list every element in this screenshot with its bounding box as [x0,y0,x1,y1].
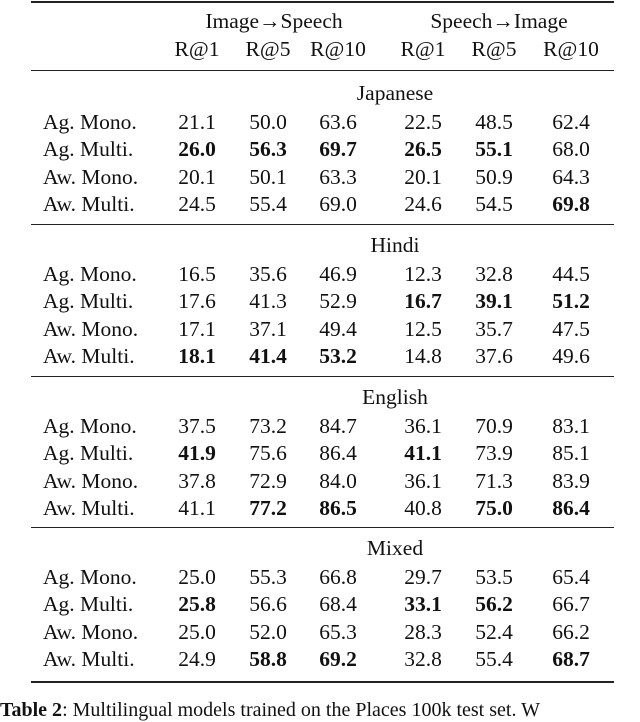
value-cell: 44.5 [552,261,590,286]
section-title: Japanese [356,81,434,105]
row-label: Aw. Multi. [43,647,135,671]
row-label: Ag. Multi. [43,137,134,161]
value-cell: 58.8 [249,647,287,671]
value-cell: 73.2 [249,413,287,438]
value-cell: 71.3 [475,468,513,493]
value-cell: 83.9 [552,468,590,493]
row-label: Aw. Mono. [43,468,139,493]
value-cell: 65.3 [319,619,357,644]
value-cell: 37.8 [178,468,216,493]
value-cell: 12.3 [404,261,442,286]
value-cell: 40.8 [404,496,442,520]
value-cell: 52.9 [319,289,357,313]
value-cell: 52.0 [249,619,287,644]
value-cell: 69.0 [319,192,357,216]
value-cell: 69.2 [319,647,357,671]
value-cell: 66.8 [319,564,357,589]
value-cell: 75.6 [249,441,287,465]
value-cell: 66.2 [552,619,590,644]
value-cell: 86.5 [319,496,357,520]
value-cell: 18.1 [178,344,216,368]
row-label: Aw. Mono. [43,316,139,341]
value-cell: 37.5 [178,413,216,438]
bottom-rule [31,681,614,683]
row-label: Aw. Mono. [43,164,139,189]
table-caption: Table 2: Multilingual models trained on the Places 100k test set. W [0,699,540,721]
value-cell: 55.1 [475,137,513,161]
row-label: Ag. Mono. [43,564,137,589]
value-cell: 50.1 [249,164,287,189]
value-cell: 41.1 [404,441,442,465]
value-cell: 36.1 [404,468,442,493]
section-title: Hindi [370,233,420,257]
value-cell: 56.3 [249,137,287,161]
row-label: Aw. Multi. [43,192,135,216]
value-cell: 25.8 [178,592,216,616]
value-cell: 32.8 [475,261,513,286]
row-label: Ag. Mono. [43,413,137,438]
value-cell: 65.4 [552,564,590,589]
value-cell: 85.1 [552,441,590,465]
value-cell: 53.5 [475,564,513,589]
value-cell: 35.6 [249,261,287,286]
value-cell: 12.5 [404,316,442,341]
value-cell: 64.3 [552,164,590,189]
value-cell: 69.8 [552,192,590,216]
column-group-header: Image→Speech [205,9,343,33]
row-label: Ag. Multi. [43,441,134,465]
value-cell: 47.5 [552,316,590,341]
value-cell: 41.1 [178,496,216,520]
top-rule [31,1,614,3]
section-title: Mixed [366,536,424,560]
metric-header: R@1 [400,37,446,61]
value-cell: 51.2 [552,289,590,313]
value-cell: 84.7 [319,413,357,438]
value-cell: 83.1 [552,413,590,438]
value-cell: 56.2 [475,592,513,616]
value-cell: 86.4 [552,496,590,520]
value-cell: 24.6 [404,192,442,216]
value-cell: 33.1 [404,592,442,616]
value-cell: 21.1 [178,109,216,134]
value-cell: 49.6 [552,344,590,368]
value-cell: 41.9 [178,441,216,465]
value-cell: 55.4 [249,192,287,216]
value-cell: 69.7 [319,137,357,161]
value-cell: 48.5 [475,109,513,134]
caption-label: Table 2 [0,699,63,721]
row-label: Ag. Multi. [43,289,134,313]
section-rule [31,224,614,225]
row-label: Ag. Mono. [43,109,137,134]
value-cell: 70.9 [475,413,513,438]
metric-header: R@10 [310,37,366,61]
value-cell: 20.1 [178,164,216,189]
value-cell: 39.1 [475,289,513,313]
value-cell: 17.1 [178,316,216,341]
value-cell: 68.4 [319,592,357,616]
value-cell: 25.0 [178,619,216,644]
value-cell: 72.9 [249,468,287,493]
value-cell: 68.7 [552,647,590,671]
value-cell: 37.1 [249,316,287,341]
value-cell: 63.3 [319,164,357,189]
value-cell: 41.4 [249,344,287,368]
value-cell: 32.8 [404,647,442,671]
value-cell: 49.4 [319,316,357,341]
column-group-header: Speech→Image [430,9,568,33]
value-cell: 66.7 [552,592,590,616]
row-label: Ag. Multi. [43,592,134,616]
value-cell: 77.2 [249,496,287,520]
row-label: Aw. Mono. [43,619,139,644]
value-cell: 50.0 [249,109,287,134]
value-cell: 16.5 [178,261,216,286]
value-cell: 29.7 [404,564,442,589]
value-cell: 26.0 [178,137,216,161]
metric-header: R@5 [245,37,291,61]
value-cell: 24.5 [178,192,216,216]
value-cell: 41.3 [249,289,287,313]
value-cell: 68.0 [552,137,590,161]
value-cell: 24.9 [178,647,216,671]
value-cell: 20.1 [404,164,442,189]
value-cell: 28.3 [404,619,442,644]
row-label: Aw. Multi. [43,496,135,520]
row-label: Ag. Mono. [43,261,137,286]
value-cell: 75.0 [475,496,513,520]
metric-header: R@10 [543,37,599,61]
value-cell: 84.0 [319,468,357,493]
value-cell: 54.5 [475,192,513,216]
value-cell: 52.4 [475,619,513,644]
value-cell: 37.6 [475,344,513,368]
value-cell: 73.9 [475,441,513,465]
value-cell: 17.6 [178,289,216,313]
value-cell: 36.1 [404,413,442,438]
value-cell: 62.4 [552,109,590,134]
row-label: Aw. Multi. [43,344,135,368]
section-rule [31,376,614,377]
section-title: English [362,385,428,409]
value-cell: 55.3 [249,564,287,589]
value-cell: 35.7 [475,316,513,341]
metric-header: R@5 [471,37,517,61]
value-cell: 53.2 [319,344,357,368]
value-cell: 16.7 [404,289,442,313]
section-rule [31,527,614,528]
value-cell: 86.4 [319,441,357,465]
value-cell: 63.6 [319,109,357,134]
value-cell: 14.8 [404,344,442,368]
value-cell: 56.6 [249,592,287,616]
value-cell: 22.5 [404,109,442,134]
value-cell: 26.5 [404,137,442,161]
caption-text: Multilingual models trained on the Places 100k test set. W [72,699,540,721]
header-rule [31,70,614,71]
value-cell: 55.4 [475,647,513,671]
value-cell: 25.0 [178,564,216,589]
value-cell: 46.9 [319,261,357,286]
value-cell: 50.9 [475,164,513,189]
metric-header: R@1 [174,37,220,61]
